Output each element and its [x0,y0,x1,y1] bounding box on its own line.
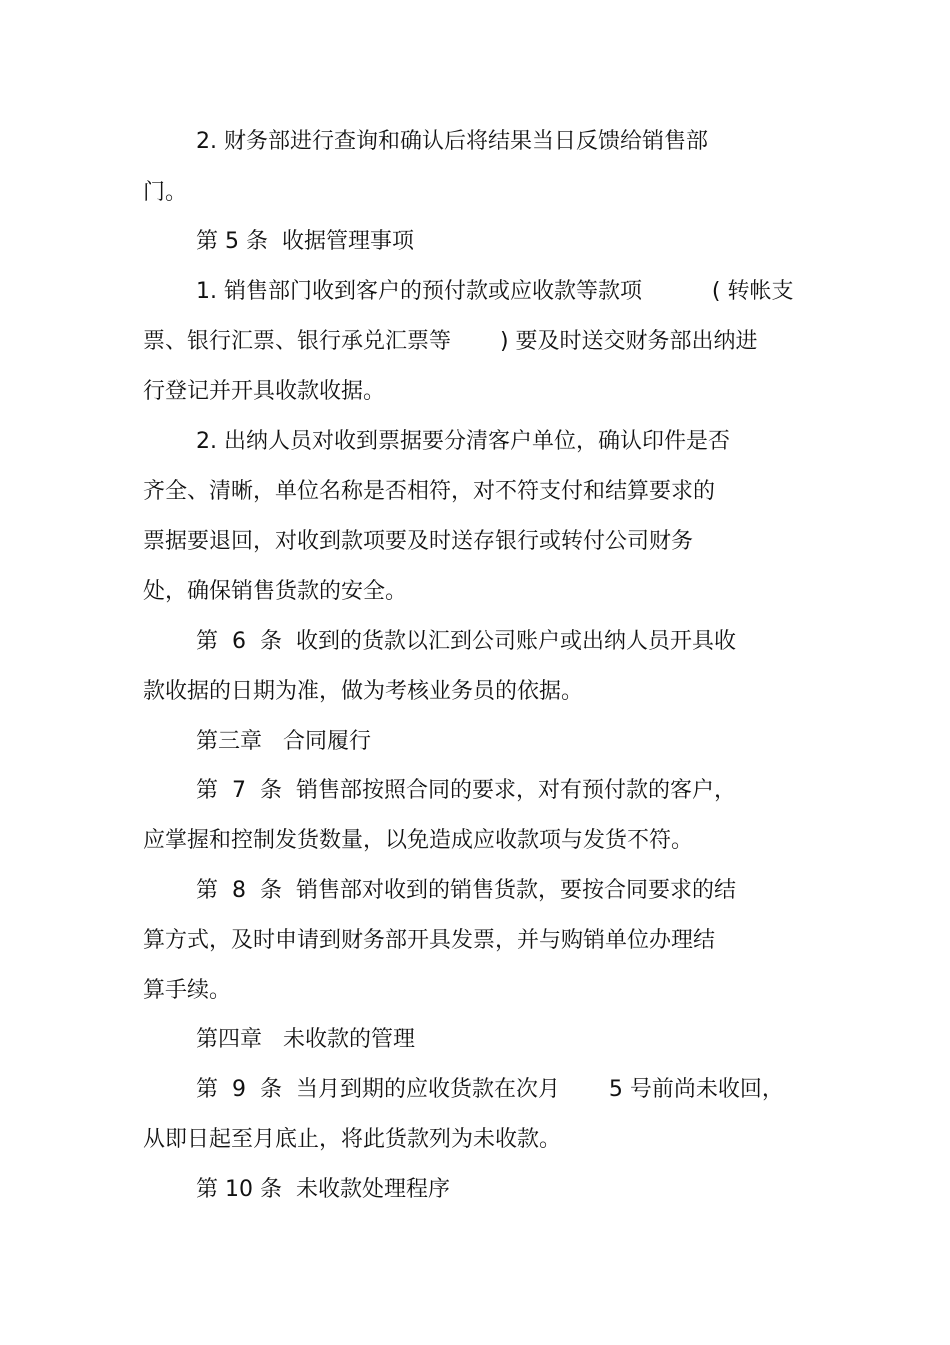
text-line: 行登记并开具收款收据。 [143,379,386,404]
text-line: 第 7 条 销售部按照合同的要求，对有预付款的客户， [196,778,736,803]
text-line: 算方式，及时申请到财务部开具发票，并与购销单位办理结 [143,928,716,953]
text-line: 处，确保销售货款的安全。 [143,579,408,604]
text-line: 齐全、清晰，单位名称是否相符，对不符支付和结算要求的 [143,479,716,504]
section-heading: 第 10 条 未收款处理程序 [196,1177,450,1202]
text-line: 应掌握和控制发货数量，以免造成应收款项与发货不符。 [143,828,694,853]
section-heading: 第 5 条 收据管理事项 [196,229,414,254]
text-line: 算手续。 [143,978,232,1003]
text-line: 款收据的日期为准，做为考核业务员的依据。 [143,679,584,704]
text-line: 门。 [143,180,188,205]
chapter-heading: 第四章 未收款的管理 [196,1027,415,1052]
chapter-heading: 第三章 合同履行 [196,729,371,754]
text-line: 从即日起至月底止，将此货款列为未收款。 [143,1127,562,1152]
text-line: 1. 销售部门收到客户的预付款或应收款等款项 ( 转帐支 [196,279,794,304]
text-line: 2. 出纳人员对收到票据要分清客户单位，确认印件是否 [196,429,730,454]
text-line: 第 9 条 当月到期的应收货款在次月 5 号前尚未收回， [196,1077,784,1102]
text-line: 第 6 条 收到的货款以汇到公司账户或出纳人员开具收 [196,629,736,654]
text-line: 票、银行汇票、银行承兑汇票等 ) 要及时送交财务部出纳进 [143,329,758,354]
text-line: 票据要退回，对收到款项要及时送存银行或转付公司财务 [143,529,694,554]
text-line: 2. 财务部进行查询和确认后将结果当日反馈给销售部 [196,129,708,154]
text-line: 第 8 条 销售部对收到的销售货款，要按合同要求的结 [196,878,736,903]
